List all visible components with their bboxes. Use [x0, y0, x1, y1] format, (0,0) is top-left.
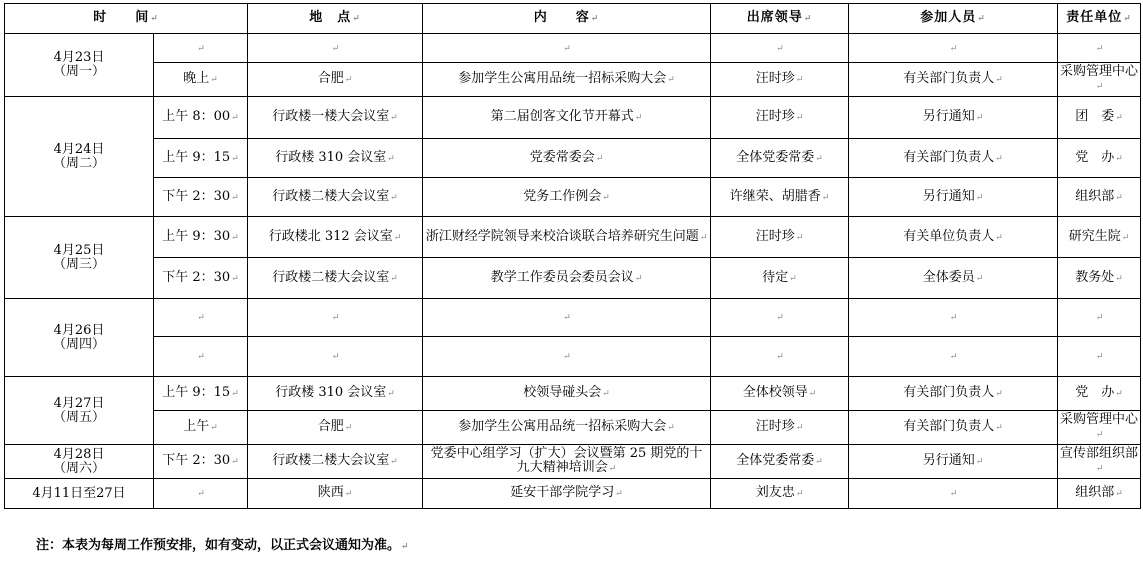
- time-text: 上午 9：15: [162, 149, 231, 165]
- paragraph-mark-icon: ↵: [795, 75, 804, 85]
- time-text: 下午 2：30: [162, 188, 231, 204]
- cell-content: [423, 34, 711, 63]
- paragraph-mark-icon: ↵: [776, 313, 784, 323]
- cell-time: [154, 445, 248, 479]
- unit-text: 研究生院: [1068, 228, 1121, 244]
- paragraph-mark-icon: ↵: [602, 389, 610, 399]
- paragraph-mark-icon: ↵: [344, 75, 353, 85]
- paragraph-mark-icon: ↵: [210, 75, 218, 85]
- cell-participants: [849, 479, 1058, 509]
- place-text: 行政楼二楼大会议室: [272, 188, 390, 204]
- paragraph-mark-icon: ↵: [699, 232, 708, 243]
- date-label: 4月24日: [53, 141, 105, 157]
- paragraph-mark-icon: ↵: [387, 389, 395, 399]
- unit-text: 教务处: [1075, 269, 1115, 285]
- cell-unit: [1058, 217, 1141, 258]
- paragraph-mark-icon: ↵: [390, 273, 398, 284]
- time-text: 上午 9：15: [162, 385, 231, 400]
- unit-text: 组织部: [1075, 485, 1115, 500]
- table-row: [5, 34, 1141, 63]
- paragraph-mark-icon: ↵: [210, 423, 218, 433]
- paragraph-mark-icon: ↵: [667, 75, 675, 85]
- cell-time: [154, 258, 248, 299]
- paragraph-mark-icon: ↵: [231, 457, 239, 467]
- header-content: 内 容↵: [423, 4, 711, 34]
- date-label: 4月28日: [53, 446, 105, 462]
- place-text: 行政楼一楼大会议室: [272, 109, 390, 124]
- cell-participants: [849, 97, 1058, 139]
- paragraph-mark-icon: ↵: [975, 192, 984, 203]
- cell-place: [248, 34, 423, 63]
- leader-text: 汪时珍: [755, 109, 795, 124]
- weekday-label: （周六）: [52, 460, 105, 476]
- content-text: 参加学生公寓用品统一招标采购大会: [458, 419, 667, 434]
- paragraph-mark-icon: ↵: [331, 43, 340, 54]
- cell-place: [248, 377, 423, 411]
- paragraph-mark-icon: ↵: [1121, 232, 1130, 243]
- paragraph-mark-icon: ↵: [231, 232, 239, 243]
- cell-place: [248, 63, 423, 97]
- header-row: [5, 4, 1141, 34]
- cell-leader: [711, 377, 849, 411]
- paragraph-mark-icon: ↵: [795, 423, 804, 433]
- cell-time: [154, 63, 248, 97]
- paragraph-mark-icon: ↵: [667, 423, 675, 433]
- cell-content: [423, 217, 711, 258]
- leader-text: 许继荣、胡腊香: [729, 188, 821, 204]
- leader-text: 待定: [762, 269, 789, 285]
- table-row: [5, 217, 1141, 258]
- paragraph-mark-icon: ↵: [995, 423, 1003, 433]
- cell-leader: [711, 411, 849, 445]
- unit-text: 组织部: [1075, 188, 1115, 204]
- date-label: 4月11日至27日: [32, 485, 126, 501]
- time-text: 下午 2：30: [162, 269, 231, 285]
- paragraph-mark-icon: ↵: [197, 352, 205, 362]
- participants-text: 有关单位负责人: [903, 228, 995, 244]
- paragraph-mark-icon: ↵: [1115, 273, 1123, 284]
- paragraph-mark-icon: ↵: [608, 464, 617, 474]
- cell-content: [423, 258, 711, 299]
- leader-text: 刘友忠: [755, 485, 795, 500]
- cell-content: [423, 337, 711, 377]
- paragraph-mark-icon: ↵: [1115, 389, 1123, 399]
- place-text: 合肥: [317, 419, 344, 434]
- paragraph-mark-icon: ↵: [995, 232, 1003, 243]
- cell-leader: [711, 445, 849, 479]
- date-cell: [5, 445, 154, 479]
- paragraph-mark-icon: ↵: [390, 457, 398, 467]
- unit-text: 党 办: [1075, 149, 1115, 165]
- paragraph-mark-icon: ↵: [1095, 430, 1104, 440]
- paragraph-mark-icon: ↵: [231, 389, 239, 399]
- leader-text: 全体校领导: [742, 385, 808, 400]
- table-row: [5, 178, 1141, 217]
- cell-content: [423, 479, 711, 509]
- cell-time: [154, 479, 248, 509]
- paragraph-mark-icon: ↵: [197, 489, 205, 499]
- cell-place: [248, 445, 423, 479]
- cell-leader: [711, 178, 849, 217]
- table-row: [5, 258, 1141, 299]
- cell-time: [154, 34, 248, 63]
- cell-participants: [849, 258, 1058, 299]
- cell-time: [154, 217, 248, 258]
- paragraph-mark-icon: ↵: [344, 489, 353, 499]
- paragraph-mark-icon: ↵: [1095, 313, 1104, 323]
- cell-time: [154, 337, 248, 377]
- cell-leader: [711, 217, 849, 258]
- schedule-body: [5, 34, 1141, 509]
- cell-leader: [711, 139, 849, 178]
- cell-unit: [1058, 34, 1141, 63]
- header-leader: 出席领导↵: [711, 4, 849, 34]
- unit-text: 党 办: [1075, 385, 1115, 400]
- cell-place: [248, 299, 423, 337]
- participants-text: 另行通知: [922, 453, 975, 468]
- cell-leader: [711, 479, 849, 509]
- participants-text: 全体委员: [922, 269, 975, 285]
- paragraph-mark-icon: ↵: [821, 192, 830, 203]
- cell-unit: [1058, 299, 1141, 337]
- paragraph-mark-icon: ↵: [949, 489, 958, 499]
- place-text: 行政楼二楼大会议室: [272, 269, 390, 285]
- cell-place: [248, 139, 423, 178]
- date-cell: [5, 479, 154, 509]
- paragraph-mark-icon: ↵: [563, 352, 571, 362]
- paragraph-mark-icon: ↵: [1115, 192, 1123, 203]
- paragraph-mark-icon: ↵: [1095, 43, 1104, 54]
- leader-text: 汪时珍: [755, 419, 795, 434]
- content-text: 第二届创客文化节开幕式: [490, 109, 634, 124]
- paragraph-mark-icon: ↵: [975, 113, 984, 123]
- paragraph-mark-icon: ↵: [1115, 489, 1123, 499]
- unit-text: 采购管理中心: [1060, 412, 1139, 427]
- participants-text: 有关部门负责人: [903, 419, 995, 434]
- place-text: 行政楼 310 会议室: [275, 385, 387, 400]
- participants-text: 另行通知: [922, 109, 975, 124]
- cell-leader: [711, 337, 849, 377]
- cell-time: [154, 411, 248, 445]
- paragraph-mark-icon: ↵: [331, 352, 340, 362]
- cell-place: [248, 411, 423, 445]
- place-text: 合肥: [317, 71, 344, 86]
- paragraph-mark-icon: ↵: [231, 113, 239, 123]
- cell-participants: [849, 377, 1058, 411]
- paragraph-mark-icon: ↵: [975, 273, 984, 284]
- date-cell: [5, 34, 154, 97]
- header-place: 地 点↵: [248, 4, 423, 34]
- paragraph-mark-icon: ↵: [231, 273, 239, 284]
- cell-place: [248, 217, 423, 258]
- paragraph-mark-icon: ↵: [995, 75, 1003, 85]
- content-text: 党务工作例会: [523, 188, 602, 204]
- paragraph-mark-icon: ↵: [1115, 113, 1123, 123]
- cell-participants: [849, 299, 1058, 337]
- paragraph-mark-icon: ↵: [995, 153, 1003, 164]
- cell-time: [154, 178, 248, 217]
- cell-participants: [849, 411, 1058, 445]
- header-unit: 责任单位↵: [1058, 4, 1141, 34]
- paragraph-mark-icon: ↵: [197, 43, 205, 54]
- date-cell: [5, 377, 154, 445]
- cell-unit: [1058, 445, 1141, 479]
- cell-unit: [1058, 63, 1141, 97]
- participants-text: 有关部门负责人: [903, 149, 995, 165]
- schedule-table: [4, 3, 1141, 509]
- paragraph-mark-icon: ↵: [231, 192, 239, 203]
- header-participants: 参加人员↵: [849, 4, 1058, 34]
- date-label: 4月27日: [53, 395, 105, 411]
- table-row: [5, 299, 1141, 337]
- content-text: 延安干部学院学习: [510, 485, 615, 500]
- paragraph-mark-icon: ↵: [795, 489, 804, 499]
- cell-unit: [1058, 139, 1141, 178]
- cell-place: [248, 479, 423, 509]
- date-cell: [5, 97, 154, 217]
- place-text: 陕西: [317, 485, 344, 500]
- cell-unit: [1058, 337, 1141, 377]
- date-label: 4月26日: [53, 322, 105, 338]
- cell-participants: [849, 139, 1058, 178]
- weekday-label: （周一）: [52, 64, 105, 79]
- cell-place: [248, 337, 423, 377]
- cell-content: [423, 411, 711, 445]
- cell-time: [154, 97, 248, 139]
- cell-unit: [1058, 178, 1141, 217]
- table-row: [5, 139, 1141, 178]
- leader-text: 全体党委常委: [736, 453, 815, 468]
- table-row: [5, 337, 1141, 377]
- weekday-label: （周二）: [52, 155, 105, 171]
- cell-content: [423, 377, 711, 411]
- table-row: [5, 411, 1141, 445]
- cell-leader: [711, 34, 849, 63]
- time-text: 上午: [183, 419, 210, 434]
- cell-content: [423, 63, 711, 97]
- paragraph-mark-icon: ↵: [949, 352, 958, 362]
- paragraph-mark-icon: ↵: [231, 153, 239, 164]
- paragraph-mark-icon: ↵: [995, 389, 1003, 399]
- paragraph-mark-icon: ↵: [1095, 464, 1104, 474]
- content-text: 党委常委会: [529, 149, 595, 165]
- paragraph-mark-icon: ↵: [615, 489, 623, 499]
- table-row: [5, 97, 1141, 139]
- place-text: 行政楼二楼大会议室: [272, 453, 390, 468]
- cell-unit: [1058, 411, 1141, 445]
- paragraph-mark-icon: ↵: [563, 313, 571, 323]
- footnote: 注：本表为每周工作预安排，如有变动，以正式会议通知为准。↵: [36, 538, 409, 553]
- cell-time: [154, 139, 248, 178]
- cell-unit: [1058, 479, 1141, 509]
- cell-participants: [849, 337, 1058, 377]
- paragraph-mark-icon: ↵: [634, 113, 643, 123]
- cell-content: [423, 299, 711, 337]
- paragraph-mark-icon: ↵: [390, 113, 398, 123]
- paragraph-mark-icon: ↵: [602, 192, 610, 203]
- paragraph-mark-icon: ↵: [975, 457, 984, 467]
- cell-participants: [849, 63, 1058, 97]
- cell-content: [423, 97, 711, 139]
- cell-unit: [1058, 258, 1141, 299]
- content-text: 参加学生公寓用品统一招标采购大会: [458, 71, 667, 86]
- table-row: [5, 445, 1141, 479]
- paragraph-mark-icon: ↵: [197, 313, 205, 323]
- content-text: 浙江财经学院领导来校洽谈联合培养研究生问题: [425, 228, 699, 244]
- content-text: 教学工作委员会委员会议: [490, 269, 634, 285]
- place-text: 行政楼 310 会议室: [275, 149, 387, 165]
- paragraph-mark-icon: ↵: [1095, 82, 1104, 92]
- cell-place: [248, 178, 423, 217]
- paragraph-mark-icon: ↵: [595, 153, 604, 164]
- leader-text: 汪时珍: [755, 71, 795, 86]
- cell-participants: [849, 445, 1058, 479]
- unit-text: 采购管理中心: [1060, 64, 1139, 79]
- cell-time: [154, 377, 248, 411]
- place-text: 行政楼北 312 会议室: [268, 228, 393, 244]
- cell-participants: [849, 178, 1058, 217]
- weekday-label: （周四）: [52, 336, 105, 352]
- cell-leader: [711, 63, 849, 97]
- participants-text: 有关部门负责人: [903, 385, 995, 400]
- cell-participants: [849, 217, 1058, 258]
- paragraph-mark-icon: ↵: [795, 232, 804, 243]
- paragraph-mark-icon: ↵: [331, 313, 340, 323]
- cell-time: [154, 299, 248, 337]
- time-text: 晚上: [183, 71, 210, 86]
- cell-unit: [1058, 377, 1141, 411]
- paragraph-mark-icon: ↵: [387, 153, 395, 164]
- unit-text: 宣传部组织部: [1060, 446, 1139, 461]
- cell-unit: [1058, 97, 1141, 139]
- cell-leader: [711, 299, 849, 337]
- paragraph-mark-icon: ↵: [393, 232, 402, 243]
- paragraph-mark-icon: ↵: [795, 113, 804, 123]
- cell-content: [423, 445, 711, 479]
- paragraph-mark-icon: ↵: [390, 192, 398, 203]
- weekday-label: （周五）: [52, 409, 105, 425]
- paragraph-mark-icon: ↵: [344, 423, 353, 433]
- content-text: 校领导碰头会: [523, 385, 602, 400]
- paragraph-mark-icon: ↵: [776, 43, 784, 54]
- participants-text: 另行通知: [922, 188, 975, 204]
- paragraph-mark-icon: ↵: [563, 43, 571, 54]
- paragraph-mark-icon: ↵: [634, 273, 643, 284]
- leader-text: 汪时珍: [755, 228, 795, 244]
- time-text: 上午 9：30: [162, 228, 231, 244]
- table-row: [5, 479, 1141, 509]
- paragraph-mark-icon: ↵: [808, 389, 817, 399]
- time-text: 下午 2：30: [162, 453, 231, 468]
- table-row: [5, 63, 1141, 97]
- cell-participants: [849, 34, 1058, 63]
- paragraph-mark-icon: ↵: [776, 352, 784, 362]
- cell-content: [423, 178, 711, 217]
- leader-text: 全体党委常委: [736, 149, 815, 165]
- date-label: 4月25日: [53, 242, 105, 258]
- time-text: 上午 8：00: [162, 109, 231, 124]
- table-row: [5, 377, 1141, 411]
- paragraph-mark-icon: ↵: [949, 43, 958, 54]
- weekday-label: （周三）: [52, 256, 105, 272]
- cell-place: [248, 97, 423, 139]
- paragraph-mark-icon: ↵: [1115, 153, 1123, 164]
- paragraph-mark-icon: ↵: [815, 457, 823, 467]
- date-label: 4月23日: [53, 50, 105, 65]
- cell-leader: [711, 258, 849, 299]
- cell-place: [248, 258, 423, 299]
- cell-leader: [711, 97, 849, 139]
- paragraph-mark-icon: ↵: [815, 153, 823, 164]
- cell-content: [423, 139, 711, 178]
- paragraph-mark-icon: ↵: [949, 313, 958, 323]
- unit-text: 团 委: [1075, 109, 1115, 124]
- header-time: 时 间↵: [5, 4, 248, 34]
- participants-text: 有关部门负责人: [903, 71, 995, 86]
- date-cell: [5, 217, 154, 299]
- paragraph-mark-icon: ↵: [1095, 352, 1104, 362]
- date-cell: [5, 299, 154, 377]
- paragraph-mark-icon: ↵: [789, 273, 797, 284]
- content-text: 党委中心组学习（扩大）会议暨第 25 期党的十九大精神培训会: [430, 446, 703, 475]
